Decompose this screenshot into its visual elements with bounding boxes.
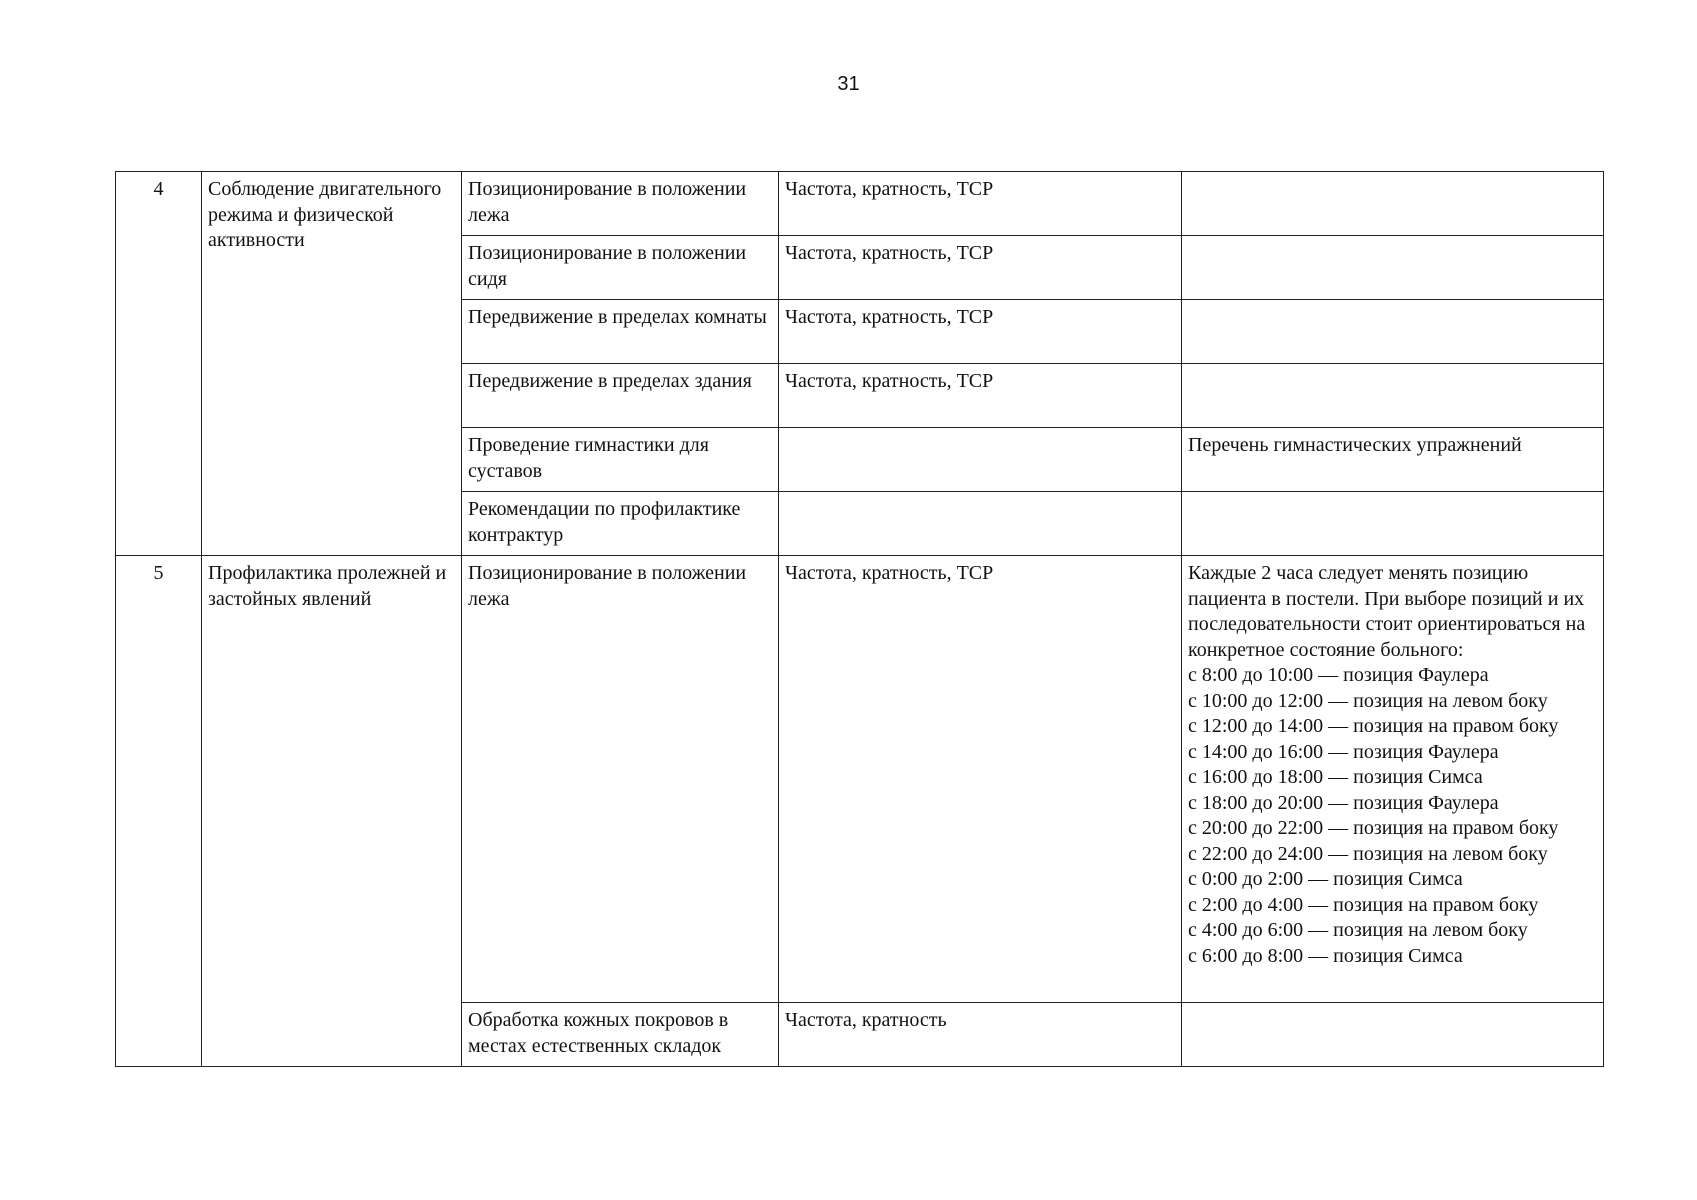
activity-cell: Позиционирование в положении лежа <box>462 556 779 1003</box>
notes-cell <box>1182 172 1604 236</box>
section-number: 4 <box>116 172 202 556</box>
section-title: Профилактика пролежней и застойных явлений <box>202 556 462 1067</box>
page-number: 31 <box>837 73 860 95</box>
parameters-cell <box>779 492 1182 556</box>
notes-cell <box>1182 236 1604 300</box>
activity-cell: Позиционирование в положении лежа <box>462 172 779 236</box>
notes-cell: Перечень гимнастических упражнений <box>1182 428 1604 492</box>
parameters-cell: Частота, кратность <box>779 1003 1182 1067</box>
parameters-cell: Частота, кратность, ТСР <box>779 236 1182 300</box>
notes-cell <box>1182 492 1604 556</box>
notes-cell <box>1182 300 1604 364</box>
activity-cell: Позиционирование в положении сидя <box>462 236 779 300</box>
table-row <box>116 556 1604 1003</box>
notes-cell <box>1182 1003 1604 1067</box>
activity-cell: Передвижение в пределах комнаты <box>462 300 779 364</box>
parameters-cell <box>779 428 1182 492</box>
parameters-cell: Частота, кратность, ТСР <box>779 172 1182 236</box>
notes-cell <box>1182 364 1604 428</box>
section-number: 5 <box>116 556 202 1067</box>
notes-cell: Каждые 2 часа следует менять позицию пациента в постели. При выборе позиций и их последовательности стоит ориентироваться на конкретное состояние больного: с 8:00 до 10:00 — позиция Фаулера с 10:00 до 12:00 — позиция на левом боку с 12:00 до 14:00 — позиция на правом боку с 14:00 до 16:00 — позиция Фаулера с 16:00 до 18:00 — позиция Симса с 18:00 до 20:00 — позиция Фаулера с 20:00 до 22:00 — позиция на правом боку с 22:00 до 24:00 — позиция на левом боку с 0:00 до 2:00 — позиция Симса с 2:00 до 4:00 — позиция на правом боку с 4:00 до 6:00 — позиция на левом боку с 6:00 до 8:00 — позиция Симса <box>1182 556 1604 1003</box>
activity-cell: Рекомендации по профилактике контрактур <box>462 492 779 556</box>
table-row <box>116 172 1604 236</box>
activity-cell: Обработка кожных покровов в местах естественных складок <box>462 1003 779 1067</box>
parameters-cell: Частота, кратность, ТСР <box>779 300 1182 364</box>
parameters-cell: Частота, кратность, ТСР <box>779 556 1182 1003</box>
care-plan-table <box>115 171 1604 1067</box>
activity-cell: Проведение гимнастики для суставов <box>462 428 779 492</box>
parameters-cell: Частота, кратность, ТСР <box>779 364 1182 428</box>
section-title: Соблюдение двигательного режима и физической активности <box>202 172 462 556</box>
activity-cell: Передвижение в пределах здания <box>462 364 779 428</box>
